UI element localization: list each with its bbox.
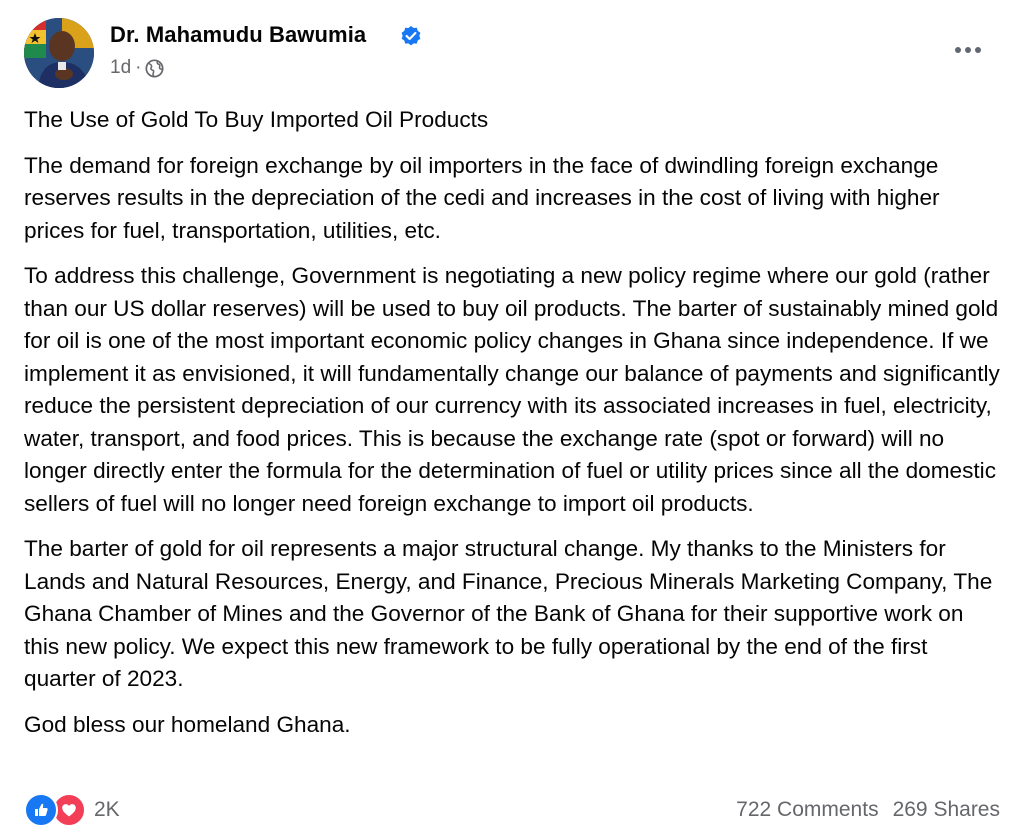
- like-icon: [24, 793, 58, 827]
- post-meta: [110, 56, 164, 80]
- post-paragraph: To address this challenge, Government is negotiating a new policy regime where our gold (rather than our US dollar reserves) will be used to buy oil products. The barter of sustainably mined gold for oil is one of the most important economic policy changes in Ghana since independence. If we implement it as envisioned, it will fundamentally change our balance of payments and significantly reduce the persistent depreciation of our currency with its associated increases in fuel, electricity, water, transport, and food prices. This is because the exchange rate (spot or forward) will no longer directly enter the formula for the determination of fuel or utility prices since all the domestic sellers of fuel will no longer need foreign exchange to import oil products.: [24, 263, 1000, 516]
- reactions-summary[interactable]: [24, 792, 120, 828]
- post-body: [24, 104, 1004, 754]
- verified-badge-icon: [400, 25, 422, 47]
- more-options-icon: [975, 47, 981, 53]
- post-title: The Use of Gold To Buy Imported Oil Products: [24, 107, 489, 132]
- post-paragraph: God bless our homeland Ghana.: [24, 711, 351, 737]
- meta-separator: ·: [135, 57, 142, 78]
- post-footer: [24, 792, 1000, 832]
- post-paragraph: The barter of gold for oil represents a major structural change. My thanks to the Ministers for Lands and Natural Resources, Energy, and Finance, Precious Minerals Marketing Company, The Ghana Chamber of Mines and the Governor of the Bank of Ghana for their supportive work on this new policy. We expect this new framework to be fully operational by the end of the first quarter of 2023.: [24, 536, 993, 691]
- avatar[interactable]: [24, 18, 94, 88]
- engagement-stats: [736, 792, 1000, 828]
- post-time[interactable]: 1d: [110, 57, 132, 78]
- more-options-icon: [955, 47, 961, 53]
- more-options-button[interactable]: [950, 38, 986, 62]
- globe-icon[interactable]: [145, 59, 164, 78]
- post-paragraph: The demand for foreign exchange by oil importers in the face of dwindling foreign exchange reserves results in the depreciation of the cedi and increases in the cost of living with higher prices for fuel, transportation, utilities, etc.: [24, 152, 940, 243]
- author-name[interactable]: Dr. Mahamudu Bawumia: [110, 22, 367, 47]
- reaction-count[interactable]: 2K: [94, 798, 120, 821]
- shares-count[interactable]: 269 Shares: [892, 798, 1000, 821]
- comments-count[interactable]: 722 Comments: [736, 798, 879, 821]
- more-options-icon: [965, 47, 971, 53]
